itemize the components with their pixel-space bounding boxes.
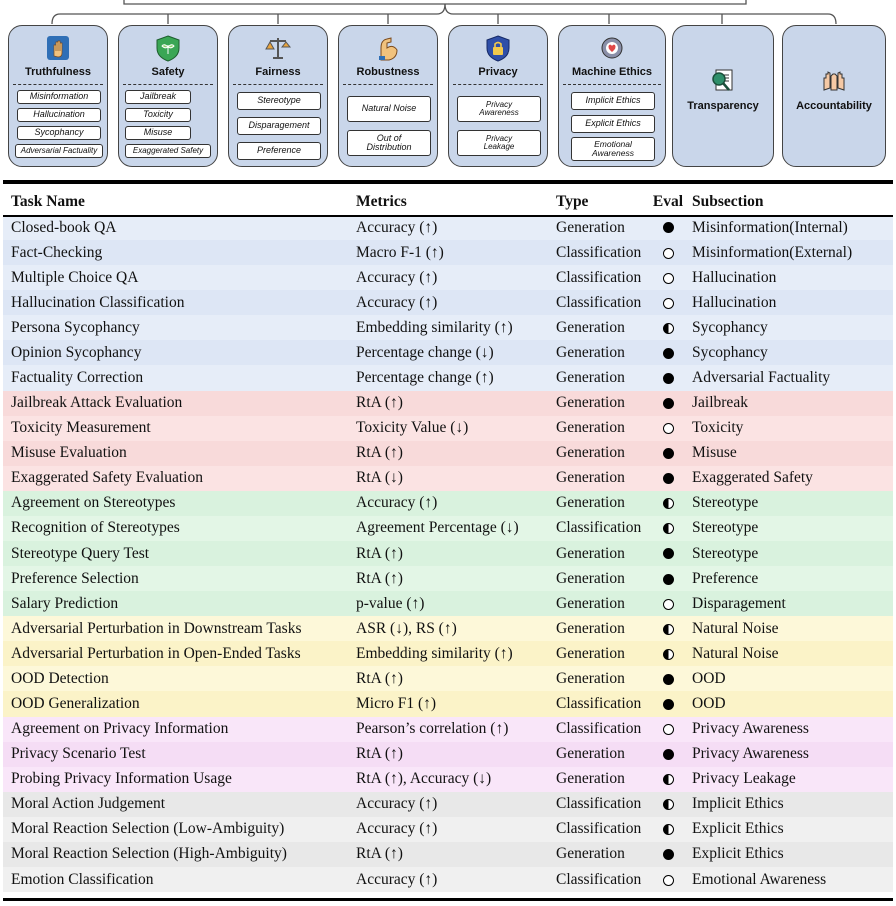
cell-task-name: Recognition of Stereotypes — [11, 519, 180, 537]
gear-heart-icon — [597, 34, 627, 62]
cell-subsection: OOD — [692, 695, 726, 713]
cell-metrics: Micro F1 (↑) — [356, 695, 437, 713]
subcategory-chip: Out of Distribution — [347, 130, 431, 156]
raised-hands-icon — [819, 66, 849, 94]
cell-subsection: Privacy Awareness — [692, 745, 809, 763]
cell-metrics: RtA (↓) — [356, 469, 403, 487]
cell-task-name: Privacy Scenario Test — [11, 745, 146, 763]
cell-type: Generation — [556, 318, 625, 336]
cell-metrics: ASR (↓), RS (↑) — [356, 619, 457, 637]
cell-eval — [652, 290, 684, 315]
cell-subsection: Stereotype — [692, 544, 759, 562]
eval-empty-circle-icon — [663, 724, 674, 735]
cell-subsection: Natural Noise — [692, 644, 779, 662]
table-row — [3, 290, 893, 315]
cell-subsection: Hallucination — [692, 293, 777, 311]
category-title: Accountability — [796, 100, 872, 112]
category-card-machine-ethics — [558, 25, 666, 167]
category-card-robustness — [338, 25, 438, 167]
cell-task-name: Preference Selection — [11, 569, 139, 587]
table-bottom-rule — [3, 898, 893, 901]
cell-metrics: Accuracy (↑) — [356, 218, 438, 236]
cell-task-name: Moral Reaction Selection (Low-Ambiguity) — [11, 820, 285, 838]
cell-eval — [652, 215, 684, 240]
cell-task-name: Agreement on Stereotypes — [11, 494, 176, 512]
cell-metrics: RtA (↑) — [356, 444, 403, 462]
cell-metrics: p-value (↑) — [356, 594, 425, 612]
eval-half-circle-icon — [663, 523, 674, 534]
cell-task-name: Probing Privacy Information Usage — [11, 770, 232, 788]
cell-metrics: RtA (↑) — [356, 669, 403, 687]
table-row — [3, 867, 893, 892]
cell-eval — [652, 842, 684, 867]
table-row — [3, 767, 893, 792]
scales-icon — [263, 34, 293, 62]
cell-eval — [652, 491, 684, 516]
table-row — [3, 842, 893, 867]
cell-type: Classification — [556, 820, 642, 838]
cell-subsection: Natural Noise — [692, 619, 779, 637]
table-header-row — [3, 188, 893, 215]
cell-eval — [652, 616, 684, 641]
eval-half-circle-icon — [663, 624, 674, 635]
cell-type: Classification — [556, 795, 642, 813]
cell-task-name: Adversarial Perturbation in Downstream Tasks — [11, 619, 302, 637]
category-title: Fairness — [255, 66, 301, 78]
eval-empty-circle-icon — [663, 423, 674, 434]
cell-eval — [652, 541, 684, 566]
table-row — [3, 591, 893, 616]
cell-metrics: Accuracy (↑) — [356, 870, 438, 888]
table-row — [3, 240, 893, 265]
subcategory-chip: Privacy Awareness — [457, 96, 541, 122]
cell-type: Generation — [556, 494, 625, 512]
subcategory-chip: Misuse — [125, 126, 191, 140]
category-card-privacy — [448, 25, 548, 167]
cell-task-name: Agreement on Privacy Information — [11, 720, 229, 738]
eval-half-circle-icon — [663, 799, 674, 810]
cell-type: Generation — [556, 343, 625, 361]
category-title: Safety — [151, 66, 185, 78]
eval-half-circle-icon — [663, 824, 674, 835]
eval-empty-circle-icon — [663, 273, 674, 284]
cell-type: Generation — [556, 394, 625, 412]
cell-metrics: Agreement Percentage (↓) — [356, 519, 519, 537]
cell-subsection: Implicit Ethics — [692, 795, 784, 813]
cell-eval — [652, 817, 684, 842]
cell-subsection: Jailbreak — [692, 394, 748, 412]
cell-task-name: Closed-book QA — [11, 218, 117, 236]
category-title: Robustness — [356, 66, 420, 78]
shield-lock-icon — [483, 34, 513, 62]
subcategory-chip: Preference — [237, 142, 321, 160]
cell-type: Classification — [556, 243, 642, 261]
cell-eval — [652, 416, 684, 441]
trust-category-diagram — [0, 0, 896, 178]
cell-subsection: Disparagement — [692, 594, 786, 612]
cell-task-name: Moral Reaction Selection (High-Ambiguity) — [11, 845, 287, 863]
cell-subsection: Explicit Ethics — [692, 820, 784, 838]
table-row — [3, 516, 893, 541]
table-row — [3, 691, 893, 716]
table-row — [3, 466, 893, 491]
shield-plant-icon — [153, 34, 183, 62]
subcategory-chip: Misinformation — [17, 90, 101, 104]
eval-half-circle-icon — [663, 323, 674, 334]
header-task-name: Task Name — [11, 192, 85, 210]
category-card-safety — [118, 25, 218, 167]
eval-full-circle-icon — [663, 473, 674, 484]
cell-type: Generation — [556, 544, 625, 562]
cell-task-name: Opinion Sycophancy — [11, 343, 142, 361]
eval-empty-circle-icon — [663, 298, 674, 309]
header-type: Type — [556, 192, 589, 210]
eval-half-circle-icon — [663, 774, 674, 785]
category-card-truthfulness — [8, 25, 108, 167]
category-card-accountability — [782, 25, 886, 167]
cell-task-name: Misuse Evaluation — [11, 444, 127, 462]
cell-task-name: OOD Detection — [11, 669, 109, 687]
cell-eval — [652, 315, 684, 340]
eval-full-circle-icon — [663, 373, 674, 384]
cell-eval — [652, 240, 684, 265]
cell-metrics: Pearson’s correlation (↑) — [356, 720, 509, 738]
eval-full-circle-icon — [663, 849, 674, 860]
category-card-transparency — [672, 25, 774, 167]
subcategory-chip: Explicit Ethics — [571, 115, 655, 133]
cell-eval — [652, 666, 684, 691]
eval-full-circle-icon — [663, 398, 674, 409]
cell-metrics: RtA (↑) — [356, 394, 403, 412]
table-row — [3, 717, 893, 742]
cell-type: Generation — [556, 569, 625, 587]
cell-task-name: Adversarial Perturbation in Open-Ended Tasks — [11, 644, 301, 662]
table-row — [3, 391, 893, 416]
cell-task-name: Hallucination Classification — [11, 293, 185, 311]
cell-subsection: Toxicity — [692, 419, 744, 437]
cell-metrics: Accuracy (↑) — [356, 494, 438, 512]
cell-eval — [652, 441, 684, 466]
cell-type: Generation — [556, 770, 625, 788]
magnifier-document-icon — [708, 66, 738, 94]
cell-metrics: Accuracy (↑) — [356, 268, 438, 286]
category-title: Truthfulness — [24, 66, 91, 78]
cell-subsection: Sycophancy — [692, 343, 768, 361]
cell-task-name: Fact-Checking — [11, 243, 103, 261]
cell-subsection: Privacy Leakage — [692, 770, 796, 788]
cell-type: Generation — [556, 594, 625, 612]
table-row — [3, 641, 893, 666]
table-row — [3, 817, 893, 842]
cell-subsection: Stereotype — [692, 494, 759, 512]
eval-full-circle-icon — [663, 548, 674, 559]
table-row — [3, 566, 893, 591]
subcategory-chip: Stereotype — [237, 92, 321, 110]
subcategory-chip: Privacy Leakage — [457, 130, 541, 156]
cell-metrics: Macro F-1 (↑) — [356, 243, 444, 261]
cell-eval — [652, 717, 684, 742]
cell-eval — [652, 742, 684, 767]
cell-eval — [652, 566, 684, 591]
subcategory-chip: Implicit Ethics — [571, 92, 655, 110]
cell-subsection: Sycophancy — [692, 318, 768, 336]
cell-task-name: Moral Action Judgement — [11, 795, 166, 813]
cell-metrics: Percentage change (↓) — [356, 343, 494, 361]
cell-task-name: Multiple Choice QA — [11, 268, 139, 286]
table-row — [3, 416, 893, 441]
cell-type: Classification — [556, 519, 642, 537]
flexed-arm-icon — [373, 34, 403, 62]
cell-metrics: Toxicity Value (↓) — [356, 419, 469, 437]
eval-half-circle-icon — [663, 649, 674, 660]
header-rule — [3, 215, 893, 217]
eval-full-circle-icon — [663, 448, 674, 459]
table-row — [3, 315, 893, 340]
header-eval: Eval — [652, 192, 684, 210]
cell-type: Generation — [556, 444, 625, 462]
cell-metrics: RtA (↑) — [356, 544, 403, 562]
cell-metrics: RtA (↑) — [356, 845, 403, 863]
cell-type: Generation — [556, 619, 625, 637]
table-row — [3, 616, 893, 641]
table-row — [3, 340, 893, 365]
cell-metrics: RtA (↑), Accuracy (↓) — [356, 770, 492, 788]
cell-task-name: Persona Sycophancy — [11, 318, 140, 336]
cell-metrics: Embedding similarity (↑) — [356, 644, 513, 662]
cell-task-name: Salary Prediction — [11, 594, 119, 612]
eval-full-circle-icon — [663, 348, 674, 359]
table-row — [3, 666, 893, 691]
cell-eval — [652, 391, 684, 416]
cell-task-name: OOD Generalization — [11, 695, 140, 713]
subcategory-chip: Emotional Awareness — [571, 137, 655, 161]
cell-metrics: Accuracy (↑) — [356, 795, 438, 813]
cell-subsection: Misinformation(Internal) — [692, 218, 848, 236]
table-row — [3, 541, 893, 566]
cell-type: Generation — [556, 669, 625, 687]
table-row — [3, 792, 893, 817]
cell-task-name: Toxicity Measurement — [11, 419, 151, 437]
header-subsection: Subsection — [692, 192, 764, 210]
cell-metrics: Accuracy (↑) — [356, 820, 438, 838]
cell-eval — [652, 365, 684, 390]
cell-eval — [652, 516, 684, 541]
cell-task-name: Exaggerated Safety Evaluation — [11, 469, 203, 487]
cell-type: Classification — [556, 293, 642, 311]
subcategory-chip: Toxicity — [125, 108, 191, 122]
category-title: Machine Ethics — [571, 66, 653, 78]
cell-type: Generation — [556, 845, 625, 863]
eval-full-circle-icon — [663, 674, 674, 685]
eval-empty-circle-icon — [663, 875, 674, 886]
eval-full-circle-icon — [663, 574, 674, 585]
cell-metrics: Percentage change (↑) — [356, 369, 494, 386]
table-row — [3, 491, 893, 516]
cell-type: Classification — [556, 695, 642, 713]
cell-eval — [652, 767, 684, 792]
cell-task-name: Stereotype Query Test — [11, 544, 150, 562]
cell-eval — [652, 867, 684, 892]
cell-metrics: Accuracy (↑) — [356, 293, 438, 311]
category-title: Privacy — [478, 66, 518, 78]
subcategory-chip: Jailbreak — [125, 90, 191, 104]
eval-empty-circle-icon — [663, 248, 674, 259]
table-row — [3, 441, 893, 466]
table-row — [3, 365, 893, 390]
cell-subsection: OOD — [692, 669, 726, 687]
eval-full-circle-icon — [663, 222, 674, 233]
eval-half-circle-icon — [663, 498, 674, 509]
cell-task-name: Factuality Correction — [11, 369, 144, 386]
cell-subsection: Privacy Awareness — [692, 720, 809, 738]
cell-task-name: Emotion Classification — [11, 870, 154, 888]
cell-type: Generation — [556, 419, 625, 437]
cell-eval — [652, 340, 684, 365]
cell-subsection: Preference — [692, 569, 759, 587]
eval-empty-circle-icon — [663, 599, 674, 610]
cell-eval — [652, 591, 684, 616]
cell-type: Generation — [556, 369, 625, 386]
cell-subsection: Misinformation(External) — [692, 243, 853, 261]
benchmark-task-table — [3, 188, 893, 892]
cell-subsection: Emotional Awareness — [692, 870, 827, 888]
cell-subsection: Stereotype — [692, 519, 759, 537]
subcategory-chip: Exaggerated Safety — [125, 144, 211, 158]
cell-eval — [652, 792, 684, 817]
cell-type: Classification — [556, 268, 642, 286]
cell-eval — [652, 691, 684, 716]
subcategory-chip: Hallucination — [17, 108, 101, 122]
table-row — [3, 265, 893, 290]
cell-subsection: Explicit Ethics — [692, 845, 784, 863]
category-card-fairness — [228, 25, 328, 167]
cell-type: Generation — [556, 745, 625, 763]
cell-subsection: Adversarial Factuality — [692, 369, 831, 386]
subcategory-chip: Sycophancy — [17, 126, 101, 140]
cell-metrics: RtA (↑) — [356, 745, 403, 763]
cell-subsection: Exaggerated Safety — [692, 469, 813, 487]
table-top-rule — [3, 180, 893, 184]
cell-subsection: Misuse — [692, 444, 737, 462]
table-row — [3, 742, 893, 767]
eval-full-circle-icon — [663, 749, 674, 760]
cell-task-name: Jailbreak Attack Evaluation — [11, 394, 183, 412]
table-row — [3, 215, 893, 240]
eval-full-circle-icon — [663, 699, 674, 710]
cell-eval — [652, 265, 684, 290]
raised-hand-icon — [43, 34, 73, 62]
subcategory-chip: Natural Noise — [347, 96, 431, 122]
cell-metrics: Embedding similarity (↑) — [356, 318, 513, 336]
cell-eval — [652, 641, 684, 666]
subcategory-chip: Adversarial Factuality — [15, 144, 103, 158]
cell-type: Generation — [556, 469, 625, 487]
subcategory-chip: Disparagement — [237, 117, 321, 135]
category-title: Transparency — [687, 100, 759, 112]
cell-type: Generation — [556, 644, 625, 662]
cell-eval — [652, 466, 684, 491]
cell-type: Classification — [556, 720, 642, 738]
header-metrics: Metrics — [356, 192, 407, 210]
cell-type: Generation — [556, 218, 625, 236]
cell-subsection: Hallucination — [692, 268, 777, 286]
cell-type: Classification — [556, 870, 642, 888]
cell-metrics: RtA (↑) — [356, 569, 403, 587]
